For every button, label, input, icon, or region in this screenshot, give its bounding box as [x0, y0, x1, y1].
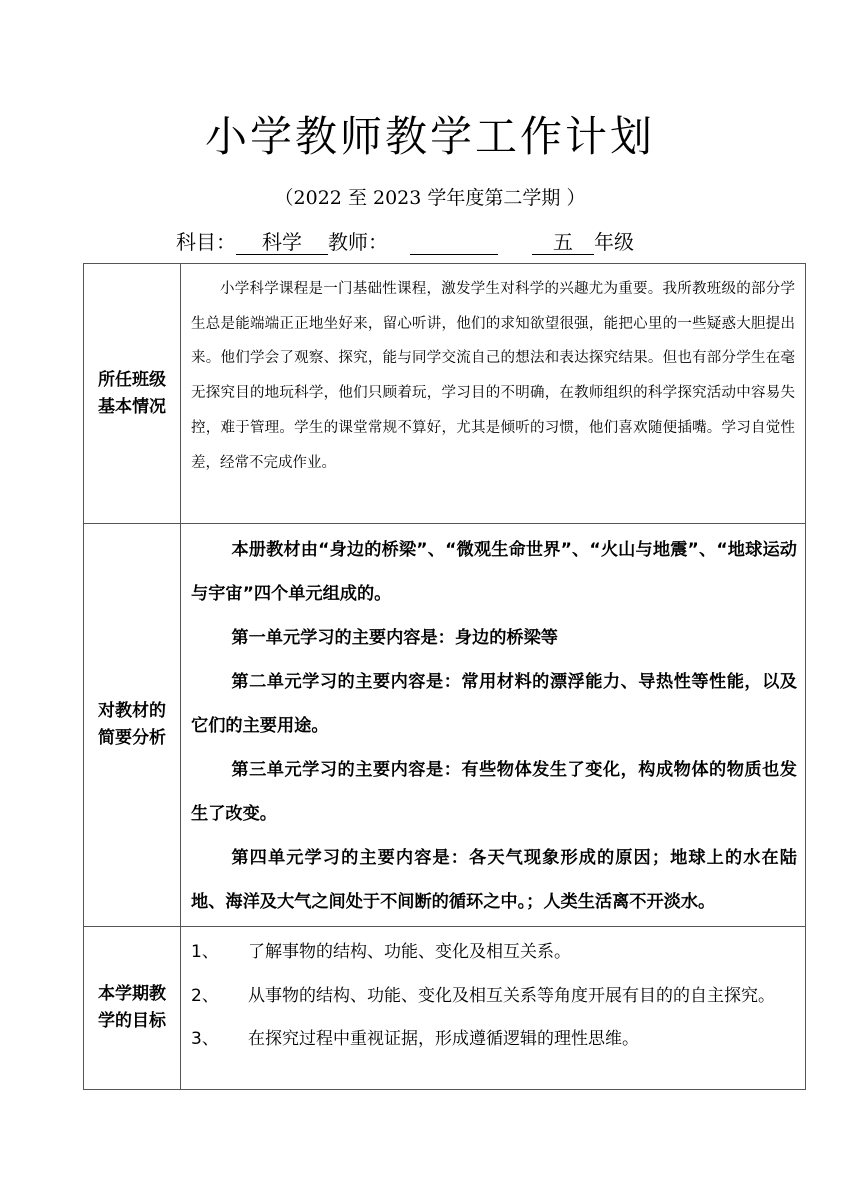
label-line: 基本情况: [98, 396, 166, 417]
analysis-paragraph: 第二单元学习的主要内容是：常用材料的漂浮能力、导热性等性能，以及它们的主要用途。: [191, 672, 797, 736]
to-word: 至: [347, 187, 367, 209]
meta-line: [176, 226, 634, 256]
grade-label: 年级: [594, 230, 634, 254]
cell-class-situation: [181, 264, 806, 524]
subject-label: 科目：: [176, 230, 236, 254]
label-class-situation: [84, 264, 181, 524]
goal-number: 1、: [191, 942, 219, 962]
class-situation-text: 小学科学课程是一门基础性课程，激发学生对科学的兴趣尤为重要。我所教班级的部分学生总是能端端正正地坐好来，留心听讲，他们的求知欲望很强，能把心里的一些疑惑大胆提出来。他们学会了观察、探究，能与同学交流自己的想法和表达探究结果。但也有部分学生在毫无探究目的地玩科学，他们只顾着玩，学习目的不明确，在教师组织的科学探究活动中容易失控，难于管理。学生的课堂常规不算好，尤其是倾听的习惯，他们喜欢随便插嘴。学习自觉性差，经常不完成作业。: [191, 281, 795, 471]
plan-table: [83, 263, 806, 1090]
teacher-value: [410, 230, 498, 255]
goal-number: 2、: [191, 985, 219, 1006]
open-paren: （: [274, 187, 294, 209]
label-textbook-analysis: [84, 524, 181, 927]
start-year: 2022: [293, 187, 342, 209]
teacher-label: 教师：: [328, 230, 388, 254]
analysis-paragraph: 第三单元学习的主要内容是：有些物体发生了变化，构成物体的物质也发生了改变。: [191, 760, 797, 824]
goal-number: 3、: [191, 1029, 219, 1049]
goal-item: [191, 975, 797, 1019]
goal-item: [191, 1018, 797, 1062]
label-line: 对教材的: [98, 701, 166, 721]
row-class-situation: [84, 264, 806, 524]
label-line: 学的目标: [98, 1011, 166, 1031]
label-line: 简要分析: [98, 728, 166, 748]
cell-teaching-goals: [181, 927, 806, 1090]
grade-value: 五: [532, 230, 594, 255]
analysis-paragraph: 第一单元学习的主要内容是：身边的桥梁等: [231, 628, 558, 648]
goal-text: 了解事物的结构、功能、变化及相互关系。: [248, 942, 571, 962]
label-line: 本学期教: [98, 984, 166, 1004]
row-teaching-goals: [84, 927, 806, 1090]
end-year: 2023: [373, 187, 422, 209]
term-text: 学年度第二学期: [427, 187, 561, 209]
cell-textbook-analysis: [181, 524, 806, 927]
analysis-paragraph: 第四单元学习的主要内容是：各天气现象形成的原因；地球上的水在陆地、海洋及大气之间处于不间断的循环之中。；人类生活离不开淡水。: [191, 848, 797, 912]
row-textbook-analysis: [84, 524, 806, 927]
document-title: 小学教师教学工作计划: [204, 112, 655, 161]
subject-value: 科学: [236, 230, 328, 255]
label-line: 所任班级: [98, 369, 166, 390]
analysis-paragraph: 本册教材由“身边的桥梁”、“微观生命世界”、“火山与地震”、“地球运动与宇宙”四个单元组成的。: [191, 540, 797, 604]
goal-text: 在探究过程中重视证据，形成遵循逻辑的理性思维。: [248, 1029, 639, 1049]
school-year-line: [0, 183, 860, 210]
goal-text: 从事物的结构、功能、变化及相互关系等角度开展有目的的自主探究。: [248, 985, 775, 1006]
close-paren: ）: [566, 187, 586, 209]
goal-item: [191, 931, 797, 975]
label-teaching-goals: [84, 927, 181, 1090]
